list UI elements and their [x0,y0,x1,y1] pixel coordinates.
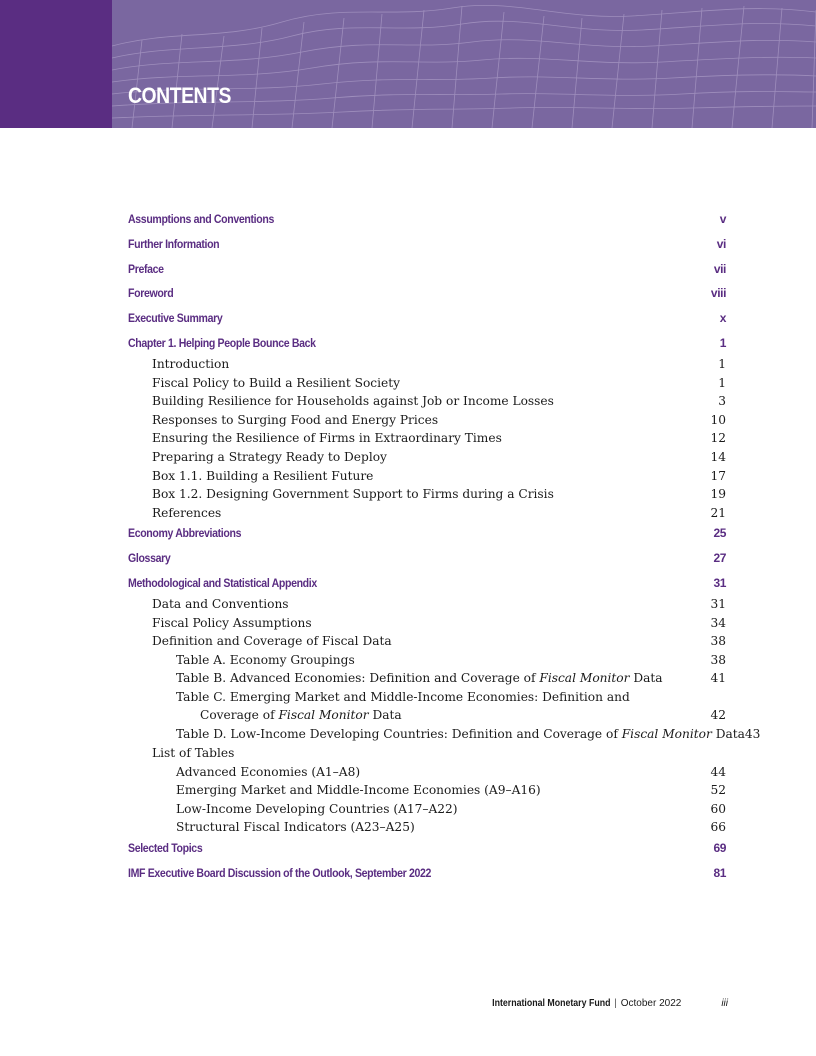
toc-entry-structural-indicators[interactable] [128,818,726,837]
toc-page: 38 [710,652,726,667]
toc-entry-board-discussion[interactable] [128,864,726,889]
toc-page: 31 [713,575,726,590]
toc-page: 60 [710,801,726,816]
toc-label-text: Coverage of [200,707,279,722]
toc-entry-fiscal-data-coverage[interactable] [128,632,726,651]
toc-entry-table-a[interactable] [128,651,726,670]
toc-label-line2 [176,706,666,724]
toc-label: IMF Executive Board Discussion of the Outlook, September 2022 [128,865,432,880]
toc-label: Preface [128,261,164,276]
toc-page: 31 [710,596,726,611]
toc-label: Definition and Coverage of Fiscal Data [152,634,392,649]
toc-page: 81 [713,865,726,880]
toc-entry-strategy[interactable] [128,448,726,467]
toc-label: Introduction [152,356,230,371]
toc-entry-box-1-1[interactable] [128,467,726,486]
toc-entry-introduction[interactable] [128,355,726,374]
toc-entry-table-c[interactable] [128,688,726,726]
toc-entry-table-d[interactable] [128,725,761,744]
toc-label: Executive Summary [128,311,223,326]
toc-entry-box-1-2[interactable] [128,485,726,504]
toc-page: x [719,311,726,326]
toc-label-text: Table D. Low-Income Developing Countries: Definition and Coverage of [176,727,622,742]
toc-label: Methodological and Statistical Appendix [128,575,317,590]
toc-page: viii [710,286,726,301]
toc-label: Fiscal Policy to Build a Resilient Society [152,375,400,390]
toc-label-text: Data [629,671,663,686]
toc-label [176,669,666,687]
toc-label-italic: Fiscal Monitor [278,707,369,722]
toc-entry-selected-topics[interactable] [128,839,726,864]
toc-entry-references[interactable] [128,504,726,523]
toc-page: v [719,212,726,226]
toc-label [176,688,666,724]
toc-label: Responses to Surging Food and Energy Prices [152,412,439,427]
toc-label: Structural Fiscal Indicators (A23–A25) [176,820,415,835]
toc-label: Further Information [128,236,220,251]
toc-label-text: Data [368,707,402,722]
toc-entry-foreword[interactable] [128,284,726,309]
toc-page: 25 [713,526,726,541]
toc-page: 38 [710,634,726,649]
toc-page: 1 [718,375,726,390]
toc-page: 12 [710,431,726,446]
toc-page: 42 [710,708,726,723]
toc-label: References [152,505,222,520]
toc-page: 34 [710,615,726,630]
toc-label: Selected Topics [128,840,203,855]
toc-label: Table A. Economy Groupings [176,652,355,667]
toc-entry-firms-resilience[interactable] [128,429,726,448]
toc-label: Fiscal Policy Assumptions [152,615,312,630]
toc-label: Chapter 1. Helping People Bounce Back [128,335,316,350]
toc-label: Assumptions and Conventions [128,212,274,226]
toc-page: vii [713,261,726,276]
toc-label: Box 1.1. Building a Resilient Future [152,468,374,483]
toc-label: List of Tables [152,745,235,760]
header-banner [0,0,816,128]
footer-organization: International Monetary Fund [491,998,611,1009]
page-footer [476,998,728,1009]
footer-page-number: iii [721,998,728,1009]
toc-entry-food-energy-prices[interactable] [128,411,726,430]
toc-page: 69 [713,840,726,855]
toc-entry-advanced-economies[interactable] [128,763,726,782]
toc-page: 27 [713,551,726,566]
toc-label-text: Table B. Advanced Economies: Definition and Coverage of [176,671,540,686]
toc-page: 1 [718,356,726,371]
toc-page: vi [716,236,726,251]
toc-label: Foreword [128,286,174,301]
toc-page: 1 [719,335,726,350]
toc-label: Economy Abbreviations [128,526,242,541]
toc-label: Emerging Market and Middle-Income Economies (A9–A16) [176,783,541,798]
footer-separator: | [614,998,617,1009]
toc-label [176,725,745,743]
toc-entry-data-conventions[interactable] [128,595,726,614]
toc-entry-executive-summary[interactable] [128,309,726,334]
toc-label: Preparing a Strategy Ready to Deploy [152,449,387,464]
toc-page: 10 [710,412,726,427]
toc-page: 41 [710,671,726,686]
toc-page: 43 [744,727,761,742]
footer-date: October 2022 [620,998,682,1009]
toc-entry-appendix[interactable] [128,574,726,595]
toc-entry-emerging-market[interactable] [128,781,726,800]
toc-entry-fiscal-policy-resilient-society[interactable] [128,374,726,393]
toc-page: 21 [710,505,726,520]
toc-label-line1: Table C. Emerging Market and Middle-Income Economies: Definition and [176,689,630,704]
toc-page: 17 [710,468,726,483]
toc-entry-assumptions[interactable] [128,210,726,235]
toc-entry-list-of-tables[interactable] [128,744,726,763]
toc-entry-glossary[interactable] [128,549,726,574]
toc-label: Low-Income Developing Countries (A17–A22) [176,801,458,816]
toc-label-text: Data [711,727,745,742]
toc-label: Advanced Economies (A1–A8) [176,764,361,779]
header-accent-block [0,0,112,128]
toc-label: Data and Conventions [152,596,289,611]
toc-entry-chapter-1[interactable] [128,334,726,355]
toc-label: Ensuring the Resilience of Firms in Extraordinary Times [152,431,502,446]
toc-page: 14 [710,449,726,464]
toc-entry-preface[interactable] [128,260,726,285]
toc-page: 66 [710,820,726,835]
toc-entry-table-b[interactable] [128,669,726,688]
toc-entry-households-resilience[interactable] [128,392,726,411]
table-of-contents [128,210,761,889]
toc-entry-fiscal-assumptions[interactable] [128,614,726,633]
toc-label: Building Resilience for Households against Job or Income Losses [152,394,554,409]
toc-page: 52 [710,783,726,798]
toc-label: Box 1.2. Designing Government Support to Firms during a Crisis [152,487,554,502]
page-title: CONTENTS [128,83,231,108]
toc-label-italic: Fiscal Monitor [539,671,630,686]
toc-entry-economy-abbreviations[interactable] [128,524,726,549]
toc-page: 3 [718,394,726,409]
toc-label: Glossary [128,551,171,566]
toc-entry-further-information[interactable] [128,235,726,260]
toc-page: 44 [710,764,726,779]
toc-entry-low-income[interactable] [128,800,726,819]
toc-label-italic: Fiscal Monitor [621,727,712,742]
toc-page: 19 [710,487,726,502]
